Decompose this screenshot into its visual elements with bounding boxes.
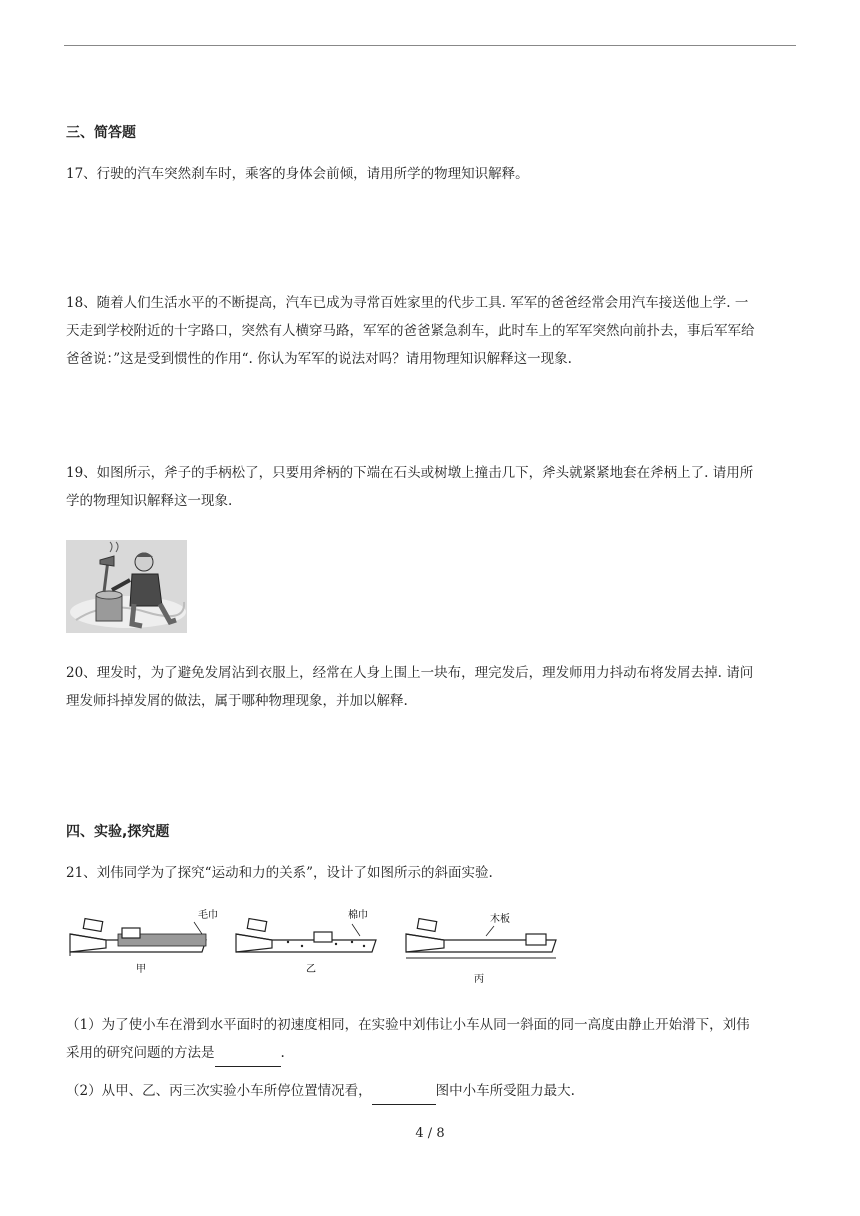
question-21-part-2: （2）从甲、乙、丙三次实验小车所停位置情况看， 图中小车所受阻力最大. [66,1077,796,1105]
label-a: 甲 [136,964,146,975]
label-board: 木板 [490,914,510,925]
question-20-line: 20、理发时，为了避免发屑沾到衣服上，经常在人身上围上一块布，理完发后，理发师用力抖动布将发屑去掉. 请问 [66,665,754,681]
question-21-part-1-line2: 采用的研究问题的方法是 . [66,1039,796,1067]
experiment-b [236,908,376,975]
question-21 [66,859,796,887]
answer-blank-2[interactable] [372,1086,436,1105]
question-19-line: 19、如图所示，斧子的手柄松了，只要用斧柄的下端在石头或树墩上撞击几下，斧头就紧紧地套在斧柄上了. 请用所 [66,465,754,481]
label-cotton: 棉巾 [348,910,368,921]
page-number: 4 / 8 [415,1126,445,1141]
header-rule [64,45,796,46]
section-heading-experiment: 四、实验,探究题 [66,824,170,840]
question-18-line: 爸爸说：”这是受到惯性的作用“. 你认为军军的说法对吗？请用物理知识解释这一现象. [66,351,572,367]
question-17 [66,160,796,188]
question-18 [66,289,796,373]
label-c: 丙 [474,974,484,985]
axe-illustration [66,540,187,633]
question-20 [66,659,796,715]
question-21-text: 21、刘伟同学为了探究“运动和力的关系”，设计了如图所示的斜面实验. [66,865,493,881]
answer-blank-1[interactable] [215,1048,281,1067]
question-18-line: 18、随着人们生活水平的不断提高，汽车已成为寻常百姓家里的代步工具. 军军的爸爸经常会用汽车接送他上学. 一 [66,295,749,311]
experiment-a [70,908,218,975]
question-19 [66,459,796,515]
question-21-part-1 [66,1011,796,1067]
question-21-part-1-line: （1）为了使小车在滑到水平面时的初速度相同，在实验中刘伟让小车从同一斜面的同一高度由静止开始滑下，刘伟 [66,1017,750,1033]
incline-illustration [66,904,566,992]
section-heading-short-answer: 三、简答题 [66,125,136,141]
question-20-line: 理发师抖掉发屑的做法，属于哪种物理现象，并加以解释. [66,693,408,709]
axe-figure [66,540,187,633]
question-19-line: 学的物理知识解释这一现象. [66,493,233,509]
incline-experiment-figure [66,904,566,992]
question-17-text: 17、行驶的汽车突然刹车时，乘客的身体会前倾，请用所学的物理知识解释。 [66,166,529,182]
experiment-c [406,912,556,985]
label-towel: 毛巾 [198,910,218,921]
label-b: 乙 [306,964,316,975]
question-18-line: 天走到学校附近的十字路口，突然有人横穿马路，军军的爸爸紧急刹车，此时车上的军军突然向前扑去，事后军军给 [66,323,755,339]
